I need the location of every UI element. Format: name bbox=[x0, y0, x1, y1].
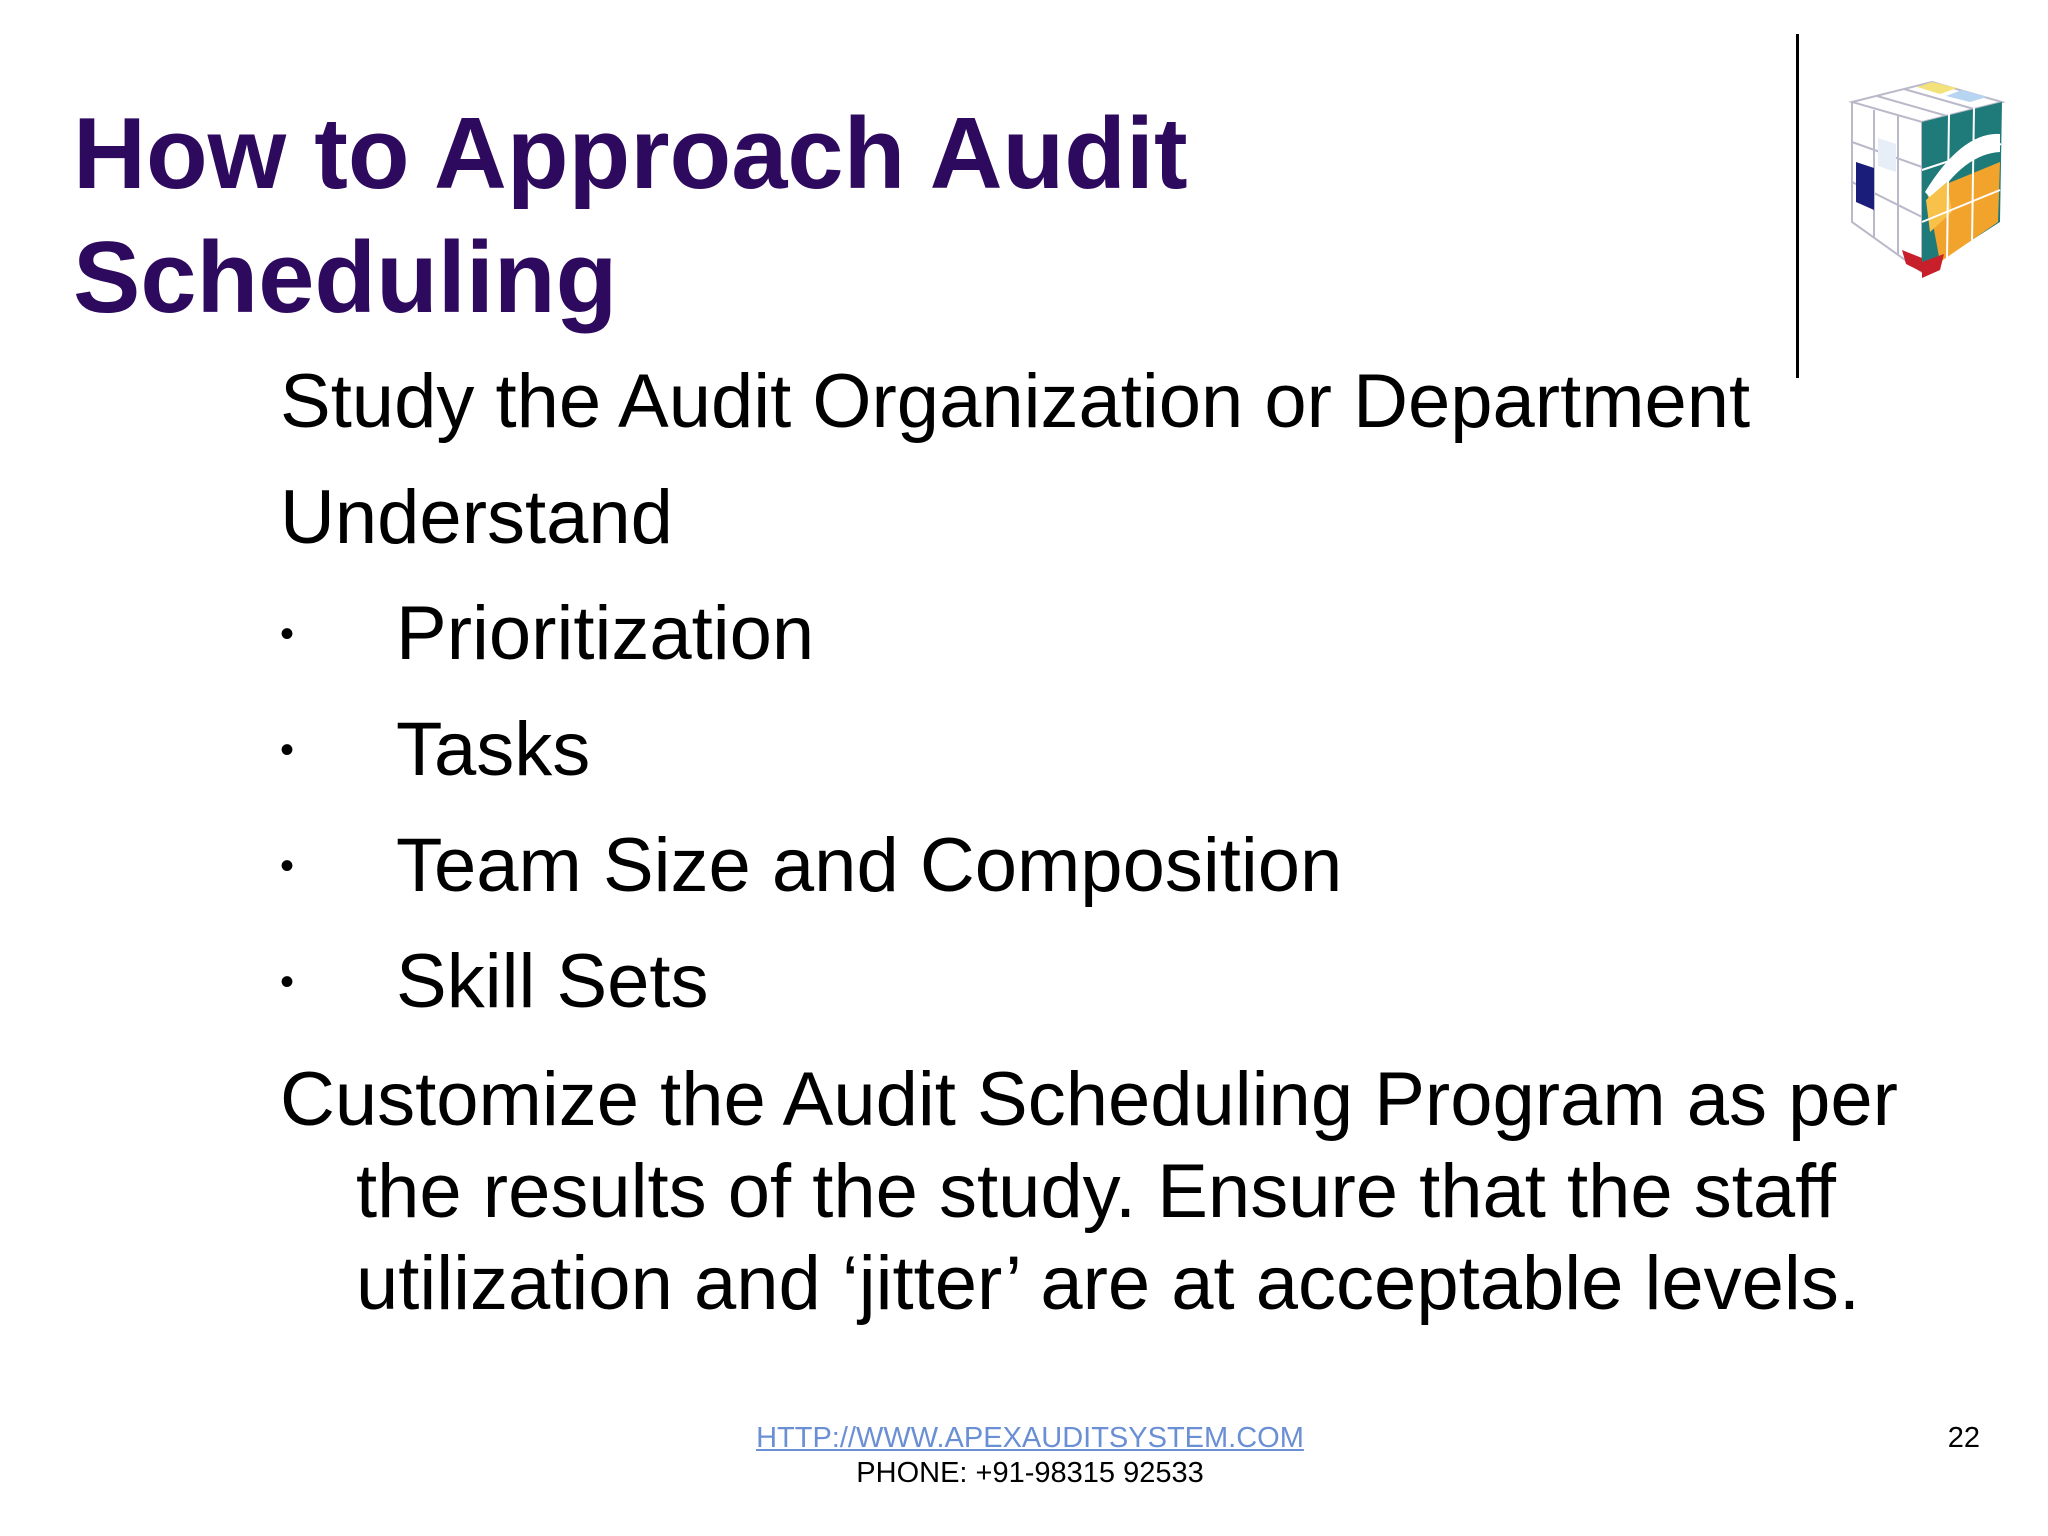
website-link[interactable]: HTTP://WWW.APEXAUDITSYSTEM.COM bbox=[756, 1422, 1304, 1454]
bullet-text: Team Size and Composition bbox=[396, 823, 1343, 908]
phone-number: PHONE: +91-98315 92533 bbox=[856, 1457, 1204, 1489]
customize-paragraph: Customize the Audit Scheduling Program as per the results of the study. Ensure that the staff utilization and ‘jitter’ are at acceptable levels. bbox=[280, 1057, 1898, 1326]
bullet-icon: • bbox=[280, 612, 295, 656]
slide-title-line-2: Scheduling bbox=[73, 222, 618, 334]
page-number: 22 bbox=[1947, 1422, 1980, 1454]
bullet-text: Skill Sets bbox=[396, 939, 709, 1024]
cube-logo-icon bbox=[1822, 72, 2022, 292]
intro-study: Study the Audit Organization or Department bbox=[280, 359, 1751, 444]
slide-title-line-1: How to Approach Audit bbox=[73, 98, 1188, 210]
bullet-icon: • bbox=[280, 960, 295, 1004]
bullet-icon: • bbox=[280, 844, 295, 888]
bullet-icon: • bbox=[280, 728, 295, 772]
divider-line bbox=[1796, 34, 1799, 378]
bullet-text: Tasks bbox=[396, 707, 591, 792]
intro-understand: Understand bbox=[280, 475, 673, 560]
bullet-text: Prioritization bbox=[396, 591, 815, 676]
slide-title bbox=[73, 92, 1693, 340]
